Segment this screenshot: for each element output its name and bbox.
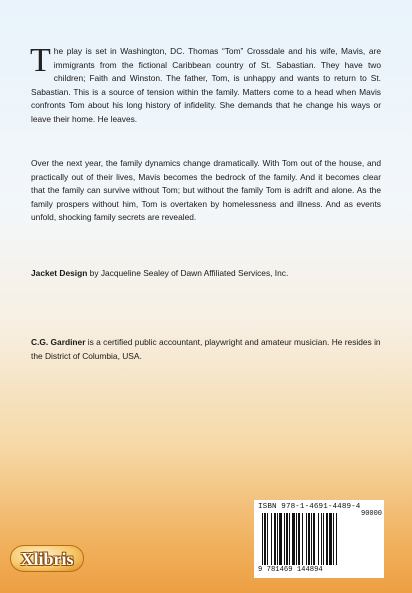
synopsis-paragraph-1: [30, 42, 381, 127]
jacket-design-credit: [31, 267, 386, 281]
jacket-design-label: Jacket Design: [31, 268, 88, 278]
author-bio: [31, 336, 386, 363]
ean-digits: 9 781469 144894: [258, 566, 323, 574]
publisher-logo-text: Xlibris: [20, 549, 74, 569]
synopsis-paragraph-1-text: he play is set in Washington, DC. Thomas “Tom” Crossdale and his wife, Mavis, are immigrants from the fictional Caribbean country of St. Sabastian. They have two children; Faith and Winston. The father, Tom, is unhappy and wants to return to St. Sabastian. This is a source of tension within the family. Matters come to a head when Mavis confronts Tom about his long history of infidelity. She demands that he change his ways or leave their home. He leaves.: [31, 46, 381, 124]
publisher-logo: [10, 545, 84, 572]
isbn-text: ISBN 978-1-4691-4489-4: [258, 503, 361, 511]
isbn-barcode: [254, 500, 384, 578]
author-name: C.G. Gardiner: [31, 337, 86, 347]
price-code: 90000: [361, 510, 383, 518]
synopsis-paragraph-2: Over the next year, the family dynamics change dramatically. With Tom out of the house, and practically out of their lives, Mavis becomes the bedrock of the family. And it becomes clear that the family can survive without Tom; but without the family Tom is adrift and alone. As the family prospers without him, Tom is overtaken by homelessness and illness. And as events unfold, shocking family secrets are revealed.: [31, 158, 381, 223]
author-bio-text: is a certified public accountant, playwright and amateur musician. He resides in the District of Columbia, USA.: [31, 337, 381, 361]
barcode-bars-icon: [262, 513, 358, 565]
drop-cap: T: [30, 42, 51, 79]
jacket-design-text: by Jacqueline Sealey of Dawn Affiliated Services, Inc.: [87, 268, 289, 278]
